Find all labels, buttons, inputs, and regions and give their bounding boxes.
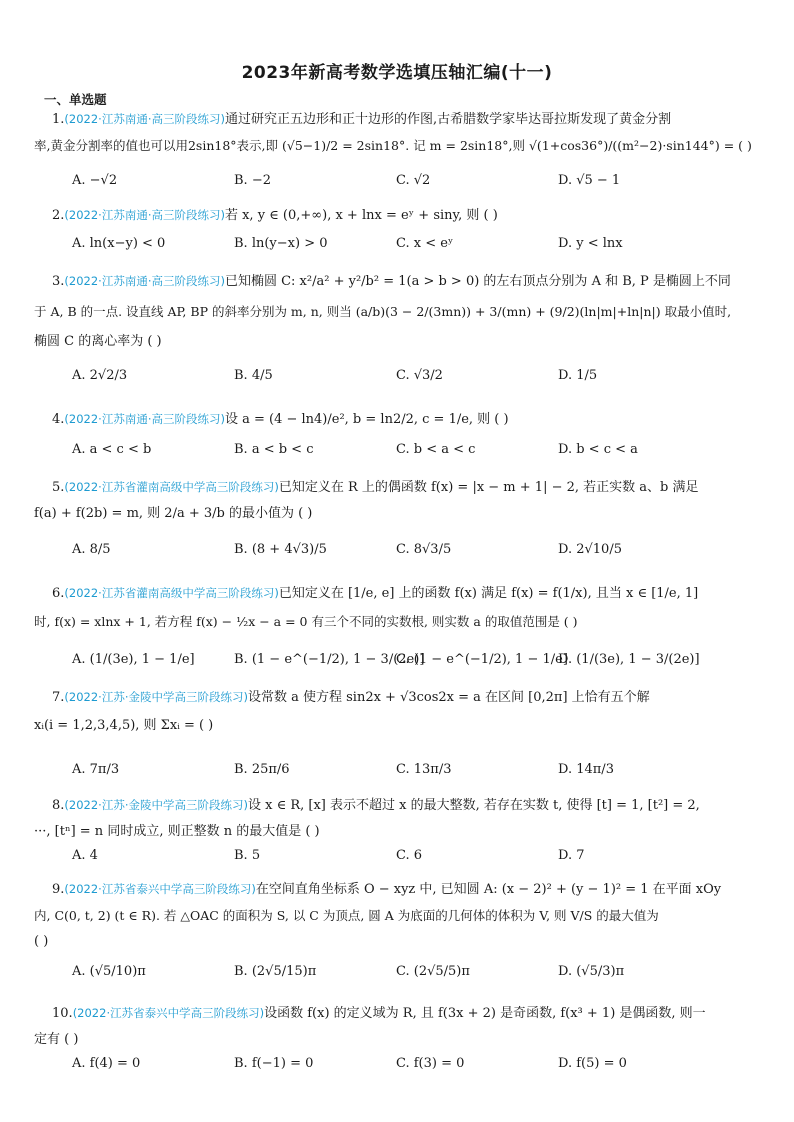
question-text: 已知椭圆 C: x²/a² + y²/b² = 1(a > b > 0) 的左右顶点分别为 A 和 B, P 是椭圆上不同	[224, 274, 731, 289]
question-number: 3.	[52, 274, 65, 289]
question-5	[34, 474, 758, 527]
option-b: B. (1 − e^(−1/2), 1 − 3/(2e)]	[234, 652, 425, 667]
option-d: D. b < c < a	[558, 442, 638, 457]
question-number: 4.	[52, 412, 65, 427]
option-b: B. (8 + 4√3)/5	[234, 542, 327, 557]
question-text: 在空间直角坐标系 O − xyz 中, 已知圆 A: (x − 2)² + (y − 1)² = 1 在平面 xOy	[255, 882, 722, 897]
option-b: B. 5	[234, 848, 261, 863]
option-b: B. −2	[234, 173, 271, 188]
option-a: A. (√5/10)π	[72, 964, 146, 979]
question-number: 8.	[52, 798, 65, 813]
option-a: A. 7π/3	[72, 762, 120, 777]
question-10	[34, 1000, 758, 1053]
question-text: ···, [tⁿ] = n 同时成立, 则正整数 n 的最大值是 ( )	[34, 824, 320, 839]
question-source: (2022·江苏省灌南高级中学高三阶段练习)	[64, 586, 279, 600]
question-number: 5.	[52, 480, 65, 495]
question-source: (2022·江苏省泰兴中学高三阶段练习)	[72, 1006, 265, 1020]
question-text: 于 A, B 的一点. 设直线 AP, BP 的斜率分别为 m, n, 则当 (a/b)(3 − 2/(3mn)) + 3/(mn) + (9/2)(ln|m|+ln|n|) 取最小值时,	[34, 304, 732, 319]
option-c: C. b < a < c	[396, 442, 476, 457]
option-a: A. 2√2/3	[72, 368, 128, 383]
question-text: 定有 ( )	[34, 1032, 79, 1047]
question-2	[52, 202, 758, 229]
question-text: f(a) + f(2b) = m, 则 2/a + 3/b 的最小值为 ( )	[34, 506, 313, 521]
question-source: (2022·江苏南通·高三阶段练习)	[64, 412, 225, 426]
option-a: A. a < c < b	[72, 442, 152, 457]
option-d: D. (1/(3e), 1 − 3/(2e)]	[558, 652, 700, 667]
option-a: A. −√2	[72, 173, 118, 188]
question-text: 设常数 a 使方程 sin2x + √3cos2x = a 在区间 [0,2π] 上恰有五个解	[247, 690, 650, 705]
option-d: D. 2√10/5	[558, 542, 622, 557]
option-c: C. 6	[396, 848, 423, 863]
option-c: C. (1 − e^(−1/2), 1 − 1/e]	[396, 652, 568, 667]
question-number: 2.	[52, 208, 65, 223]
option-d: D. y < lnx	[558, 236, 623, 251]
option-b: B. ln(y−x) > 0	[234, 236, 328, 251]
question-source: (2022·江苏·金陵中学高三阶段练习)	[64, 798, 248, 812]
question-text: 若 x, y ∈ (0,+∞), x + lnx = eʸ + siny, 则 ( )	[224, 208, 498, 223]
option-c: C. √2	[396, 173, 431, 188]
option-d: D. √5 − 1	[558, 173, 621, 188]
question-text: 时, f(x) = xlnx + 1, 若方程 f(x) − ½x − a = 0 有三个不同的实数根, 则实数 a 的取值范围是 ( )	[34, 614, 578, 629]
question-number: 7.	[52, 690, 65, 705]
question-text: 设 a = (4 − ln4)/e², b = ln2/2, c = 1/e, 则 ( )	[224, 412, 509, 427]
question-text: 椭圆 C 的离心率为 ( )	[34, 334, 162, 349]
option-b: B. 25π/6	[234, 762, 290, 777]
option-d: D. (√5/3)π	[558, 964, 625, 979]
question-source: (2022·江苏省灌南高级中学高三阶段练习)	[64, 480, 279, 494]
question-text: xᵢ(i = 1,2,3,4,5), 则 Σxᵢ = ( )	[34, 718, 214, 733]
question-text: 设函数 f(x) 的定义域为 R, 且 f(3x + 2) 是奇函数, f(x³ + 1) 是偶函数, 则一	[264, 1006, 706, 1021]
question-1	[34, 106, 758, 159]
question-text: 已知定义在 [1/e, e] 上的函数 f(x) 满足 f(x) = f(1/x), 且当 x ∈ [1/e, 1]	[278, 586, 699, 601]
question-6	[34, 580, 758, 637]
option-d: D. f(5) = 0	[558, 1056, 627, 1071]
question-8	[34, 792, 758, 845]
option-c: C. 8√3/5	[396, 542, 452, 557]
question-source: (2022·江苏南通·高三阶段练习)	[64, 112, 225, 126]
option-a: A. ln(x−y) < 0	[72, 236, 166, 251]
option-b: B. f(−1) = 0	[234, 1056, 314, 1071]
option-d: D. 14π/3	[558, 762, 614, 777]
option-c: C. x < eʸ	[396, 236, 454, 251]
question-source: (2022·江苏南通·高三阶段练习)	[64, 208, 225, 222]
question-text: ( )	[34, 934, 49, 949]
question-9	[34, 876, 758, 955]
option-d: D. 1/5	[558, 368, 598, 383]
question-number: 1.	[52, 112, 65, 127]
page-title: 2023年新高考数学选填压轴汇编(十一)	[241, 63, 553, 83]
option-c: C. 13π/3	[396, 762, 452, 777]
question-text: 通过研究正五边形和正十边形的作图,古希腊数学家毕达哥拉斯发现了黄金分割	[224, 112, 672, 127]
question-4	[52, 406, 758, 433]
question-number: 9.	[52, 882, 65, 897]
section-heading: 一、单选题	[44, 92, 107, 107]
option-c: C. √3/2	[396, 368, 443, 383]
option-c: C. f(3) = 0	[396, 1056, 465, 1071]
option-b: B. (2√5/15)π	[234, 964, 317, 979]
question-source: (2022·江苏南通·高三阶段练习)	[64, 274, 225, 288]
question-number: 10.	[52, 1006, 73, 1021]
option-a: A. 8/5	[72, 542, 111, 557]
option-c: C. (2√5/5)π	[396, 964, 470, 979]
option-a: A. 4	[72, 848, 98, 863]
question-text: 设 x ∈ R, [x] 表示不超过 x 的最大整数, 若存在实数 t, 使得 [t] = 1, [t²] = 2,	[247, 798, 700, 813]
question-7	[34, 684, 758, 741]
question-text: 内, C(0, t, 2) (t ∈ R). 若 △OAC 的面积为 S, 以 C 为顶点, 圆 A 为底面的几何体的体积为 V, 则 V/S 的最大值为	[34, 908, 659, 923]
question-text: 率,黄金分割率的值也可以用2sin18°表示,即 (√5−1)/2 = 2sin18°. 记 m = 2sin18°,则 √(1+cos36°)/((m²−2)·sin144°) = ( )	[34, 138, 752, 153]
option-a: A. f(4) = 0	[72, 1056, 141, 1071]
question-text: 已知定义在 R 上的偶函数 f(x) = |x − m + 1| − 2, 若正实数 a、b 满足	[278, 480, 699, 495]
question-source: (2022·江苏·金陵中学高三阶段练习)	[64, 690, 248, 704]
option-a: A. (1/(3e), 1 − 1/e]	[72, 652, 195, 667]
question-source: (2022·江苏省泰兴中学高三阶段练习)	[64, 882, 256, 896]
question-number: 6.	[52, 586, 65, 601]
option-b: B. a < b < c	[234, 442, 314, 457]
option-b: B. 4/5	[234, 368, 273, 383]
option-d: D. 7	[558, 848, 585, 863]
question-3	[34, 268, 758, 355]
